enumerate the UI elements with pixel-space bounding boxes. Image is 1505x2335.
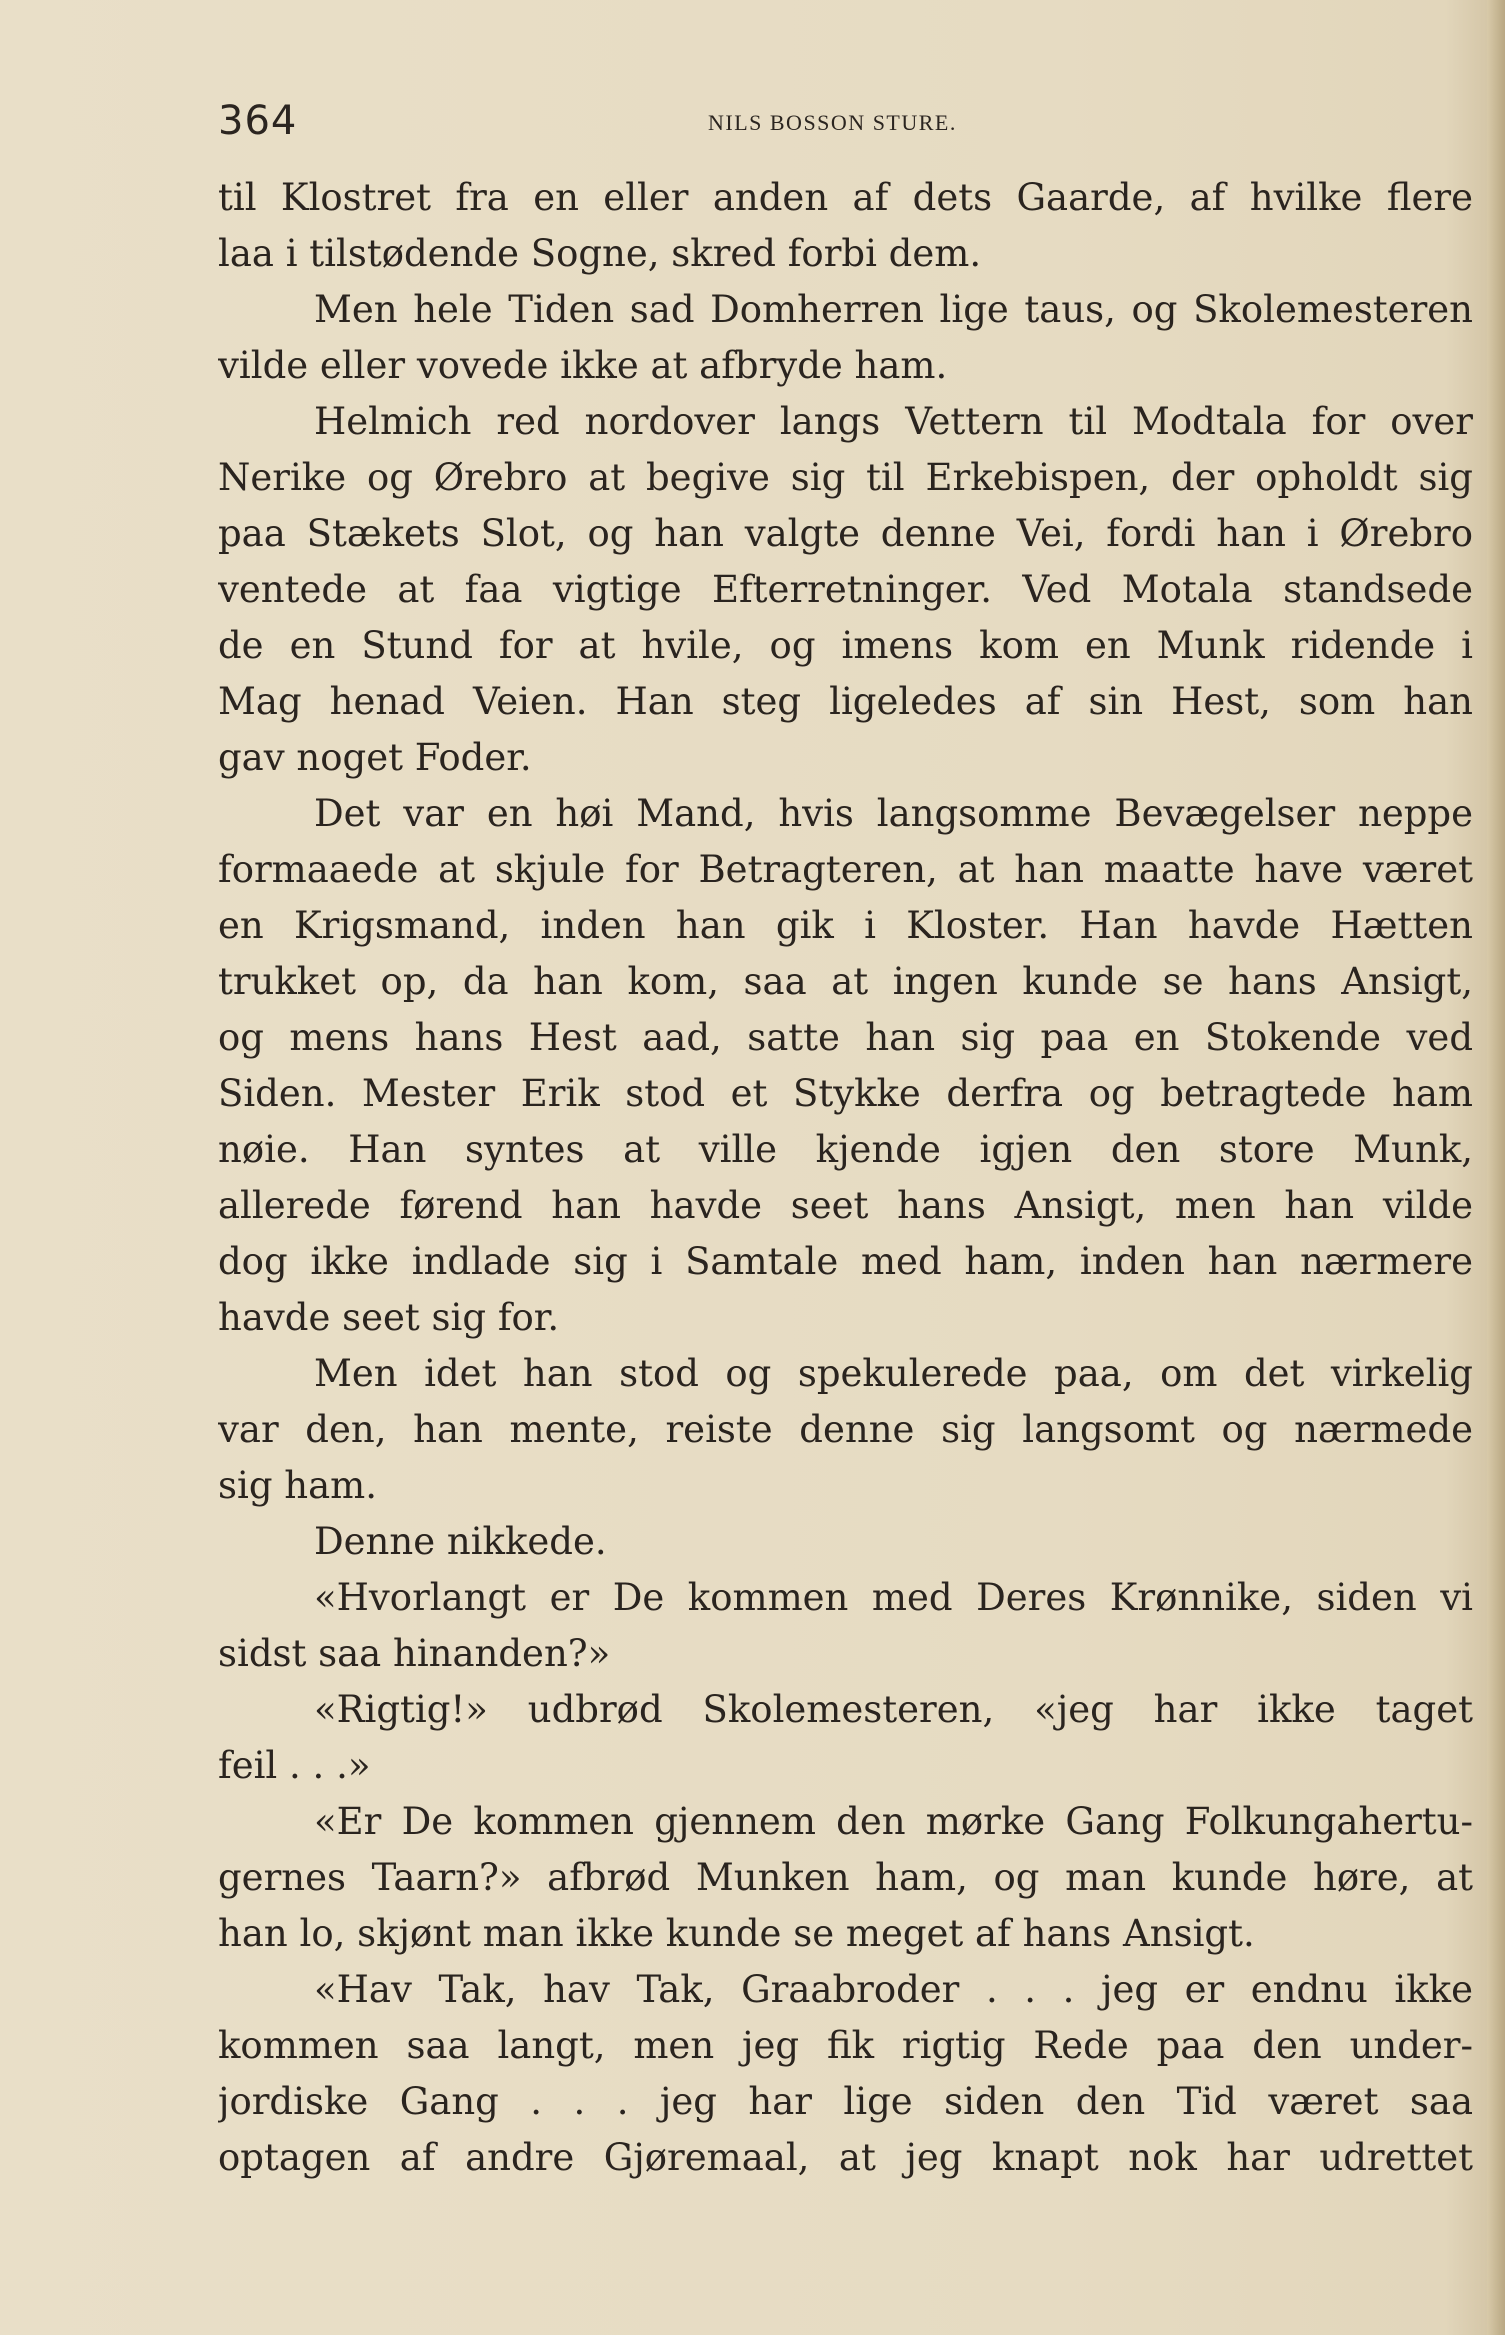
text-line: han lo, skjønt man ikke kunde se meget af hans Ansigt. <box>218 1912 1255 1955</box>
text-line: jordiske Gang . . . jeg har lige siden den Tid været saa <box>218 2080 1473 2123</box>
text-line: Siden. Mester Erik stod et Stykke derfra og betragtede ham <box>218 1072 1473 1115</box>
text-line: en Krigsmand, inden han gik i Kloster. Han havde Hætten <box>218 904 1473 947</box>
text-line: gernes Taarn?» afbrød Munken ham, og man kunde høre, at <box>218 1856 1473 1899</box>
text-line: Nerike og Ørebro at begive sig til Erkebispen, der opholdt sig <box>218 456 1473 499</box>
text-line: sidst saa hinanden?» <box>218 1632 611 1675</box>
page-header <box>218 98 1473 158</box>
text-line: allerede førend han havde seet hans Ansigt, men han vilde <box>218 1184 1473 1227</box>
page-edge <box>1487 0 1505 2335</box>
text-line: og mens hans Hest aad, satte han sig paa en Stokende ved <box>218 1016 1473 1059</box>
text-line: paa Stækets Slot, og han valgte denne Vei, fordi han i Ørebro <box>218 512 1473 555</box>
text-line: de en Stund for at hvile, og imens kom en Munk ridende i <box>218 624 1473 667</box>
text-line: Men idet han stod og spekulerede paa, om det virkelig <box>314 1352 1473 1395</box>
text-line: Denne nikkede. <box>314 1520 607 1563</box>
page-number: 364 <box>218 98 298 144</box>
running-head: NILS BOSSON STURE. <box>708 110 957 135</box>
body-text <box>218 170 1473 2186</box>
text-line: «Er De kommen gjennem den mørke Gang Folkungahertu- <box>314 1800 1473 1843</box>
text-line: Men hele Tiden sad Domherren lige taus, og Skolemesteren <box>314 288 1473 331</box>
text-line: feil . . .» <box>218 1744 371 1787</box>
text-line: sig ham. <box>218 1464 378 1507</box>
text-line: Mag henad Veien. Han steg ligeledes af sin Hest, som han <box>218 680 1473 723</box>
text-line: «Hvorlangt er De kommen med Deres Krønnike, siden vi <box>314 1576 1473 1619</box>
text-line: gav noget Foder. <box>218 736 532 779</box>
text-line: Helmich red nordover langs Vettern til Modtala for over <box>314 400 1473 443</box>
text-line: dog ikke indlade sig i Samtale med ham, inden han nærmere <box>218 1240 1473 1283</box>
text-line: trukket op, da han kom, saa at ingen kunde se hans Ansigt, <box>218 960 1473 1003</box>
text-line: til Klostret fra en eller anden af dets Gaarde, af hvilke flere <box>218 176 1473 219</box>
text-line: ventede at faa vigtige Efterretninger. Ved Motala standsede <box>218 568 1473 611</box>
text-line: «Hav Tak, hav Tak, Graabroder . . . jeg er endnu ikke <box>314 1968 1473 2011</box>
text-line: formaaede at skjule for Betragteren, at han maatte have været <box>218 848 1473 891</box>
text-line: kommen saa langt, men jeg fik rigtig Rede paa den under- <box>218 2024 1473 2067</box>
text-line: vilde eller vovede ikke at afbryde ham. <box>218 344 948 387</box>
text-line: «Rigtig!» udbrød Skolemesteren, «jeg har ikke taget <box>314 1688 1473 1731</box>
text-line: var den, han mente, reiste denne sig langsomt og nærmede <box>218 1408 1473 1451</box>
text-line: havde seet sig for. <box>218 1296 560 1339</box>
text-line: nøie. Han syntes at ville kjende igjen den store Munk, <box>218 1128 1473 1171</box>
text-line: optagen af andre Gjøremaal, at jeg knapt nok har udrettet <box>218 2136 1473 2179</box>
text-line: Det var en høi Mand, hvis langsomme Bevægelser neppe <box>314 792 1473 835</box>
text-line: laa i tilstødende Sogne, skred forbi dem. <box>218 232 982 275</box>
